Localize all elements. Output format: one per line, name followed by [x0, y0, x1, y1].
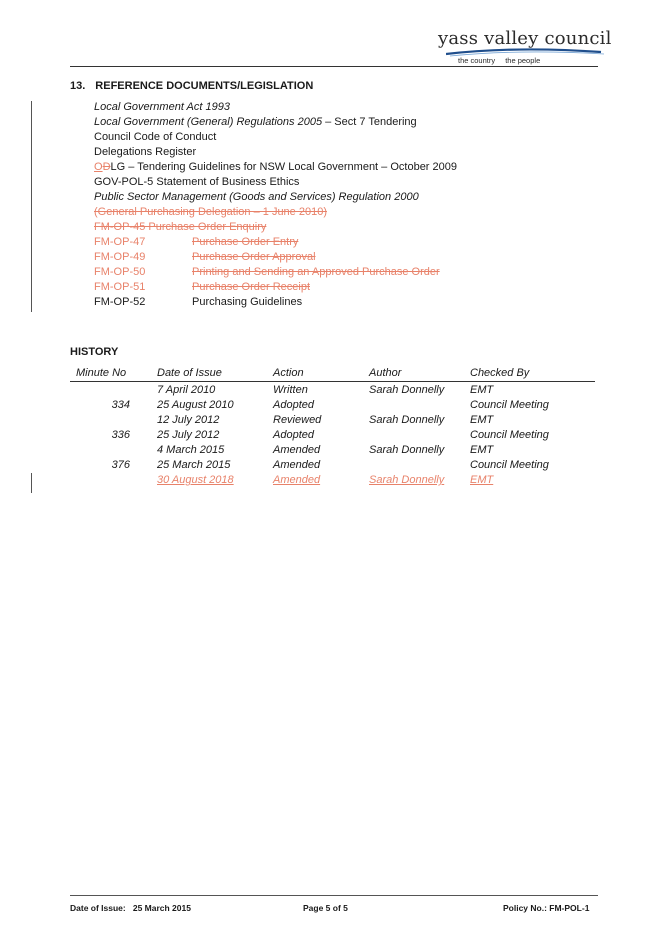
ref-item: Delegations Register [94, 146, 197, 158]
table-row [70, 383, 595, 398]
history-header-rule [70, 381, 595, 382]
ref-item: Public Sector Management (Goods and Services) Regulation 2000 [94, 191, 419, 203]
cell-action: Reviewed [273, 414, 322, 426]
ref-desc: Purchasing Guidelines [192, 296, 303, 308]
cell-action: Adopted [273, 429, 314, 441]
ref-desc: Printing and Sending an Approved Purchase Order [192, 266, 440, 278]
cell-action: Adopted [273, 399, 314, 411]
footer-rule [70, 895, 598, 896]
ref-item-italic: Local Government (General) Regulations 2005 [94, 116, 323, 128]
cell-author: Sarah Donnelly [369, 414, 445, 426]
deleted-ref-item [94, 250, 457, 265]
deleted-ref-item [94, 265, 457, 280]
logo-tagline [458, 56, 548, 65]
column-header: Date of Issue [157, 367, 222, 379]
deleted-ref-item [94, 280, 457, 295]
ref-item: GOV-POL-5 Statement of Business Ethics [94, 176, 300, 188]
ref-code: FM-OP-47 [94, 236, 146, 248]
deleted-ref-item: FM-OP-45 Purchase Order Enquiry [94, 221, 267, 233]
ref-item [94, 295, 457, 310]
cell-date: 25 August 2010 [157, 399, 234, 411]
cell-action: Amended [273, 474, 321, 486]
logo-tag-right: the people [505, 56, 541, 65]
ref-desc: Purchase Order Entry [192, 236, 299, 248]
column-header: Checked By [470, 367, 530, 379]
cell-author: Sarah Donnelly [369, 384, 445, 396]
table-row [70, 443, 595, 458]
ref-code: FM-OP-50 [94, 266, 146, 278]
cell-action: Amended [273, 459, 321, 471]
cell-minute: 334 [111, 399, 130, 411]
footer-date-value: 25 March 2015 [132, 903, 191, 913]
footer-date [70, 903, 191, 913]
reference-list [94, 100, 457, 310]
cell-author: Sarah Donnelly [369, 474, 445, 486]
cell-checked: Council Meeting [470, 459, 549, 471]
ref-item: Council Code of Conduct [94, 131, 217, 143]
header-rule [70, 66, 598, 67]
cell-action: Amended [273, 444, 321, 456]
section-title: REFERENCE DOCUMENTS/LEGISLATION [95, 80, 314, 92]
cell-checked: EMT [470, 414, 494, 426]
cell-checked: EMT [470, 474, 494, 486]
ref-code: FM-OP-49 [94, 251, 146, 263]
table-row [70, 398, 595, 413]
deleted-ref-item [94, 235, 457, 250]
footer-page-number: Page 5 of 5 [303, 903, 348, 913]
table-row-inserted [70, 473, 595, 488]
section-number: 13. [70, 80, 86, 92]
table-row [70, 458, 595, 473]
cell-checked: Council Meeting [470, 429, 549, 441]
logo-tag-left: the country [458, 56, 496, 65]
cell-minute: 376 [111, 459, 130, 471]
cell-date: 25 March 2015 [157, 459, 231, 471]
cell-minute: 336 [111, 429, 130, 441]
ref-item [94, 115, 457, 130]
ref-code: FM-OP-52 [94, 296, 146, 308]
history-header-row [70, 367, 595, 382]
cell-date: 25 July 2012 [157, 429, 220, 441]
history-heading: HISTORY [70, 346, 119, 358]
cell-date: 7 April 2010 [157, 384, 216, 396]
cell-date: 30 August 2018 [157, 474, 234, 486]
deleted-ref-item: (General Purchasing Delegation – 1 June 2010) [94, 206, 327, 218]
change-bar [31, 101, 32, 312]
column-header: Action [273, 367, 304, 379]
change-bar [31, 473, 32, 493]
column-header: Minute No [76, 367, 127, 379]
column-header: Author [369, 367, 402, 379]
table-row [70, 428, 595, 443]
table-row [70, 413, 595, 428]
logo-title: yass valley council [438, 28, 612, 49]
cell-action: Written [273, 384, 308, 396]
cell-checked: EMT [470, 444, 494, 456]
ref-item-rest: – Sect 7 Tendering [322, 116, 417, 128]
ref-code: FM-OP-51 [94, 281, 146, 293]
ref-item-rest: LG – Tendering Guidelines for NSW Local Government – October 2009 [110, 161, 457, 173]
footer-date-label: Date of Issue: [70, 903, 126, 913]
cell-date: 12 July 2012 [157, 414, 220, 426]
deleted-text: D [102, 161, 111, 173]
footer-policy-number: Policy No.: FM-POL-1 [503, 903, 590, 913]
ref-desc: Purchase Order Receipt [192, 281, 310, 293]
section-heading [70, 80, 313, 92]
ref-item: Local Government Act 1993 [94, 101, 230, 113]
inserted-text: O [94, 161, 103, 173]
ref-item [94, 160, 457, 175]
history-table [70, 383, 595, 488]
cell-checked: Council Meeting [470, 399, 549, 411]
cell-author: Sarah Donnelly [369, 444, 445, 456]
cell-date: 4 March 2015 [157, 444, 225, 456]
ref-desc: Purchase Order Approval [192, 251, 316, 263]
cell-checked: EMT [470, 384, 494, 396]
